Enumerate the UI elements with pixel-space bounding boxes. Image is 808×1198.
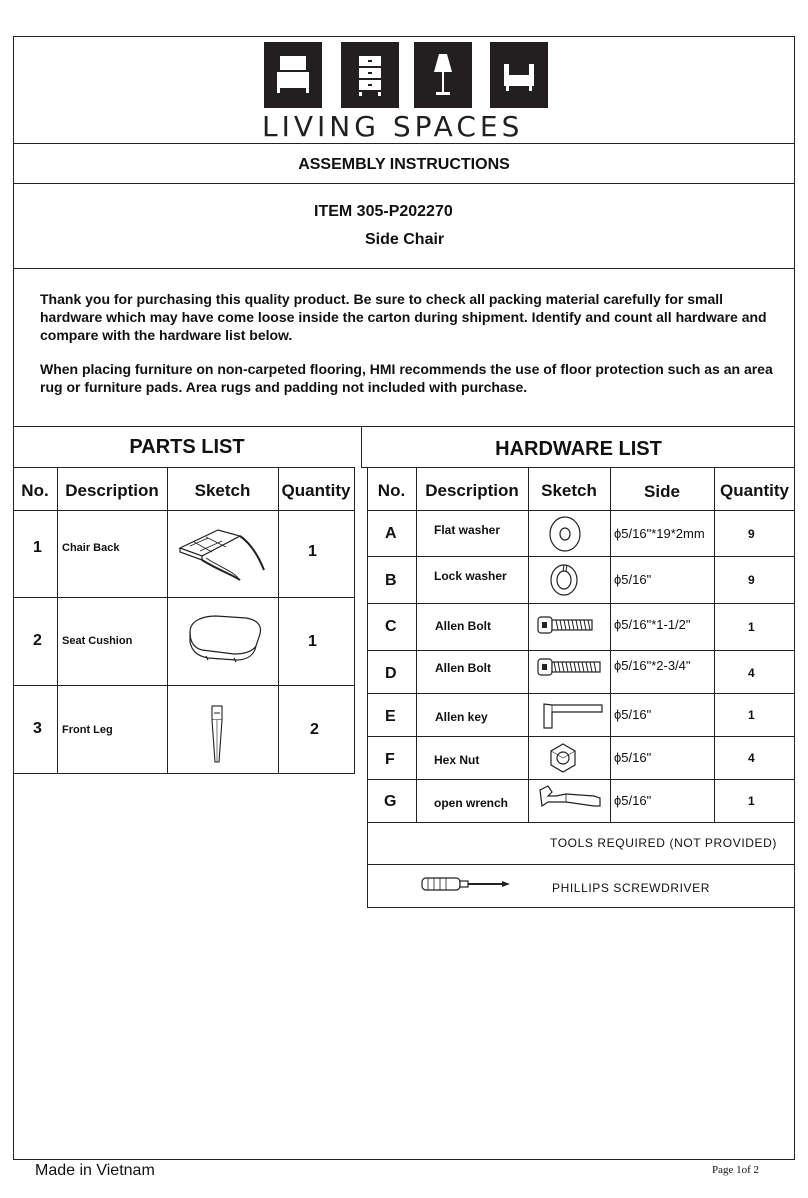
- parts-list-title: PARTS LIST: [129, 436, 245, 458]
- item-name: Side Chair: [365, 231, 445, 248]
- dresser-icon: [341, 42, 399, 108]
- open-wrench-icon: [538, 784, 604, 810]
- parts-col-description: Description: [65, 481, 159, 500]
- lamp-icon-tile: [414, 42, 472, 108]
- part-number: 3: [33, 720, 42, 737]
- flat-washer-icon: [546, 514, 586, 554]
- part-description: Chair Back: [62, 542, 120, 554]
- divider: [13, 426, 795, 427]
- part-number: 1: [33, 539, 42, 556]
- sofa-icon-tile: [490, 42, 548, 108]
- hardware-quantity: 4: [748, 666, 755, 680]
- hardware-size: ϕ5/16"*19*2mm: [614, 526, 705, 541]
- page-number: Page 1of 2: [712, 1164, 760, 1176]
- hex-nut-icon: [548, 742, 578, 774]
- part-quantity: 2: [310, 721, 319, 738]
- allen-key-icon: [540, 700, 606, 734]
- hardware-col-quantity: Quantity: [720, 481, 789, 500]
- sofa-icon: [490, 42, 548, 108]
- part-description: Seat Cushion: [62, 635, 133, 647]
- hardware-description: Flat washer: [434, 523, 501, 537]
- phillips-screwdriver-icon: [420, 875, 512, 893]
- lock-washer-icon: [548, 562, 582, 598]
- hardware-quantity: 9: [748, 527, 755, 541]
- bed-icon: [264, 42, 322, 108]
- part-description: Front Leg: [62, 724, 113, 736]
- hardware-letter: C: [385, 618, 397, 635]
- hardware-quantity: 1: [748, 794, 755, 808]
- hardware-description: Hex Nut: [434, 753, 480, 767]
- hardware-quantity: 1: [748, 708, 755, 722]
- chair-back-icon: [178, 520, 268, 582]
- hardware-description: Allen key: [435, 710, 488, 724]
- intro-paragraph-1: Thank you for purchasing this quality product. Be sure to check all packing material carefully for small hardware which may have come loose inside the carton during shipment. Identify and count all hardware and compare with the hardware list below.: [40, 291, 767, 343]
- dresser-icon-tile: [341, 42, 399, 108]
- parts-col-quantity: Quantity: [281, 481, 351, 500]
- hardware-description: open wrench: [434, 796, 509, 810]
- divider: [13, 268, 795, 269]
- hardware-size: ϕ5/16": [614, 750, 652, 765]
- hardware-description: Allen Bolt: [435, 619, 491, 633]
- tool-name: PHILLIPS SCREWDRIVER: [552, 881, 711, 895]
- hardware-description: Lock washer: [434, 569, 507, 583]
- hardware-quantity: 4: [748, 751, 755, 765]
- intro-paragraph-2: When placing furniture on non-carpeted flooring, HMI recommends the use of floor protection such as an area rug or furniture pads. Area rugs and padding not included with purchase.: [40, 361, 773, 395]
- hardware-size: ϕ5/16"*1-1/2": [614, 617, 691, 632]
- hardware-col-sketch: Sketch: [541, 481, 597, 500]
- hardware-description: Allen Bolt: [435, 661, 491, 675]
- part-quantity: 1: [308, 543, 317, 560]
- part-quantity: 1: [308, 633, 317, 650]
- hardware-col-side: Side: [644, 482, 680, 501]
- hardware-size: ϕ5/16": [614, 793, 652, 808]
- hardware-size: ϕ5/16": [614, 707, 652, 722]
- hardware-letter: D: [385, 665, 397, 682]
- parts-col-no: No.: [21, 481, 49, 500]
- hardware-list-title: HARDWARE LIST: [495, 438, 662, 460]
- divider: [13, 183, 795, 184]
- divider: [361, 467, 795, 468]
- bed-icon-tile: [264, 42, 322, 108]
- parts-col-sketch: Sketch: [194, 481, 251, 500]
- hardware-letter: F: [385, 751, 395, 768]
- tools-heading: TOOLS REQUIRED (NOT PROVIDED): [550, 836, 777, 850]
- front-leg-icon: [208, 702, 228, 764]
- hardware-col-no: No.: [377, 481, 406, 500]
- hardware-letter: A: [385, 525, 397, 542]
- hardware-quantity: 1: [748, 620, 755, 634]
- country-of-origin: Made in Vietnam: [35, 1162, 155, 1179]
- divider: [13, 143, 795, 144]
- short-bolt-icon: [536, 614, 596, 636]
- document-title: ASSEMBLY INSTRUCTIONS: [298, 156, 510, 173]
- seat-cushion-icon: [186, 612, 266, 664]
- hardware-size: ϕ5/16": [614, 572, 652, 587]
- part-number: 2: [33, 632, 42, 649]
- long-bolt-icon: [536, 656, 604, 678]
- hardware-size: ϕ5/16"*2-3/4": [614, 658, 691, 673]
- divider: [13, 467, 355, 468]
- lamp-icon: [414, 42, 472, 108]
- hardware-col-description: Description: [425, 481, 519, 500]
- hardware-letter: B: [385, 572, 397, 589]
- item-number: ITEM 305-P202270: [314, 203, 453, 220]
- hardware-letter: E: [385, 708, 396, 725]
- hardware-quantity: 9: [748, 573, 755, 587]
- brand-name: LIVING SPACES: [262, 110, 524, 143]
- hardware-letter: G: [384, 793, 397, 810]
